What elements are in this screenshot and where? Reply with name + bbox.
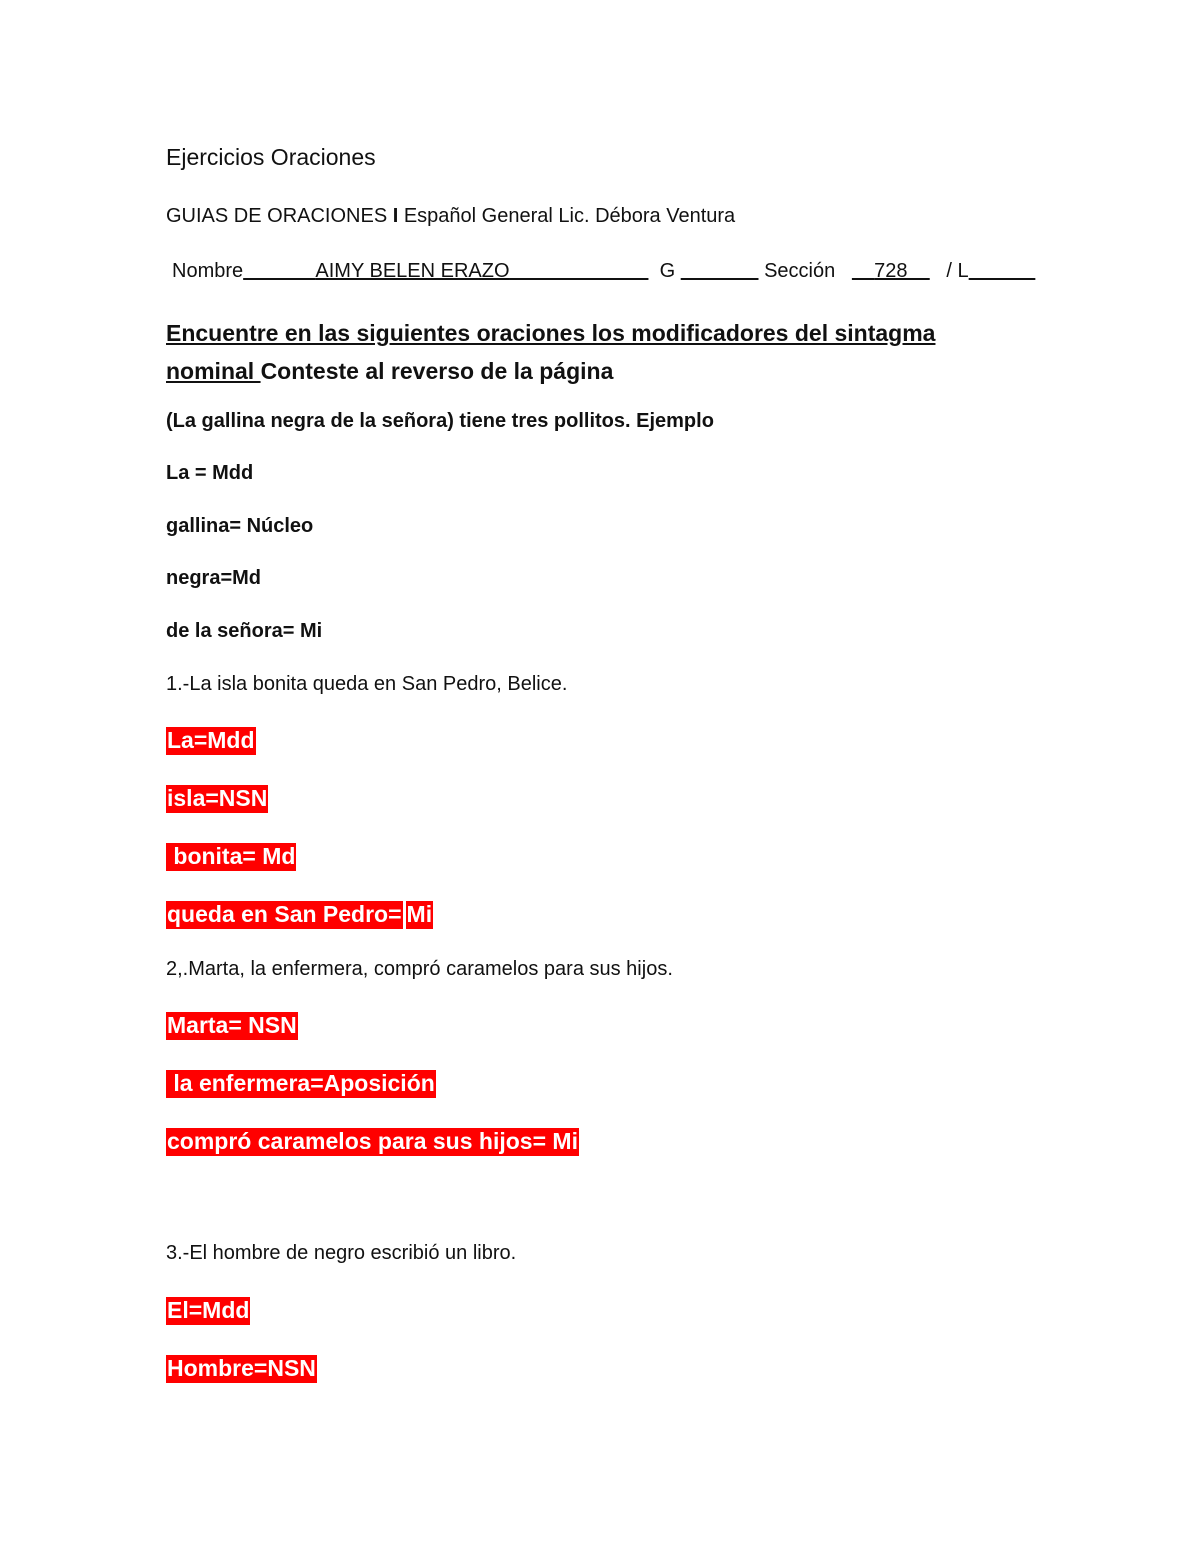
seccion-field [852,260,930,282]
instructions [166,314,986,390]
document-title: Ejercicios Oraciones [166,144,376,170]
answer-highlight: Marta= NSN [167,1012,297,1038]
example-line: negra=Md [166,567,262,589]
answer-highlight: la enfermera=Aposición [167,1070,435,1096]
answer-line [166,1128,579,1156]
exercise-question: 3.-El hombre de negro escribió un libro. [166,1242,517,1264]
answer-highlight: El=Mdd [167,1297,250,1323]
answer-highlight: queda en San Pedro= [167,901,402,927]
g-label: G [659,260,676,282]
answer-highlight: isla=NSN [167,785,268,811]
answer-line [166,1012,298,1040]
answer-line [166,843,296,871]
exercise-question: 1.-La isla bonita queda en San Pedro, Belice. [166,673,568,695]
course-rest: Español General Lic. Débora Ventura [403,205,736,227]
answer-line [166,727,256,755]
seccion-value: 728 [874,260,908,282]
nombre-value: AIMY BELEN ERAZO [315,260,510,282]
answer-highlight: compró caramelos para sus hijos= Mi [167,1128,578,1154]
exercise-question: 2,.Marta, la enfermera, compró caramelos para sus hijos. [166,958,673,980]
example-line: gallina= Núcleo [166,515,314,537]
answer-line [166,1297,250,1325]
nombre-label: Nombre [172,260,244,282]
student-info-line [172,261,1035,281]
example-sentence: (La gallina negra de la señora) tiene tres pollitos. Ejemplo [166,410,714,432]
answer-line [166,901,433,929]
l-label: / L [946,260,969,282]
instructions-note: Conteste al reverso de la página [260,358,614,384]
example-line: de la señora= Mi [166,620,323,642]
course-header [166,206,735,226]
answer-line [166,1355,317,1383]
nombre-field [243,260,648,282]
course-prefix: GUIAS DE ORACIONES [166,205,388,227]
course-separator: I [392,205,399,227]
example-line: La = Mdd [166,462,254,484]
answer-line [166,1070,436,1098]
g-field [681,260,759,282]
answer-highlight: bonita= Md [167,843,296,869]
answer-line [166,785,268,813]
answer-highlight: Hombre=NSN [167,1355,316,1381]
answer-highlight: La=Mdd [167,727,255,753]
l-field [969,260,1036,282]
seccion-label: Sección [764,260,836,282]
answer-highlight: Mi [406,901,433,927]
instructions-main: Encuentre en las siguientes oraciones los modificadores del sintagma nominal [166,320,936,384]
